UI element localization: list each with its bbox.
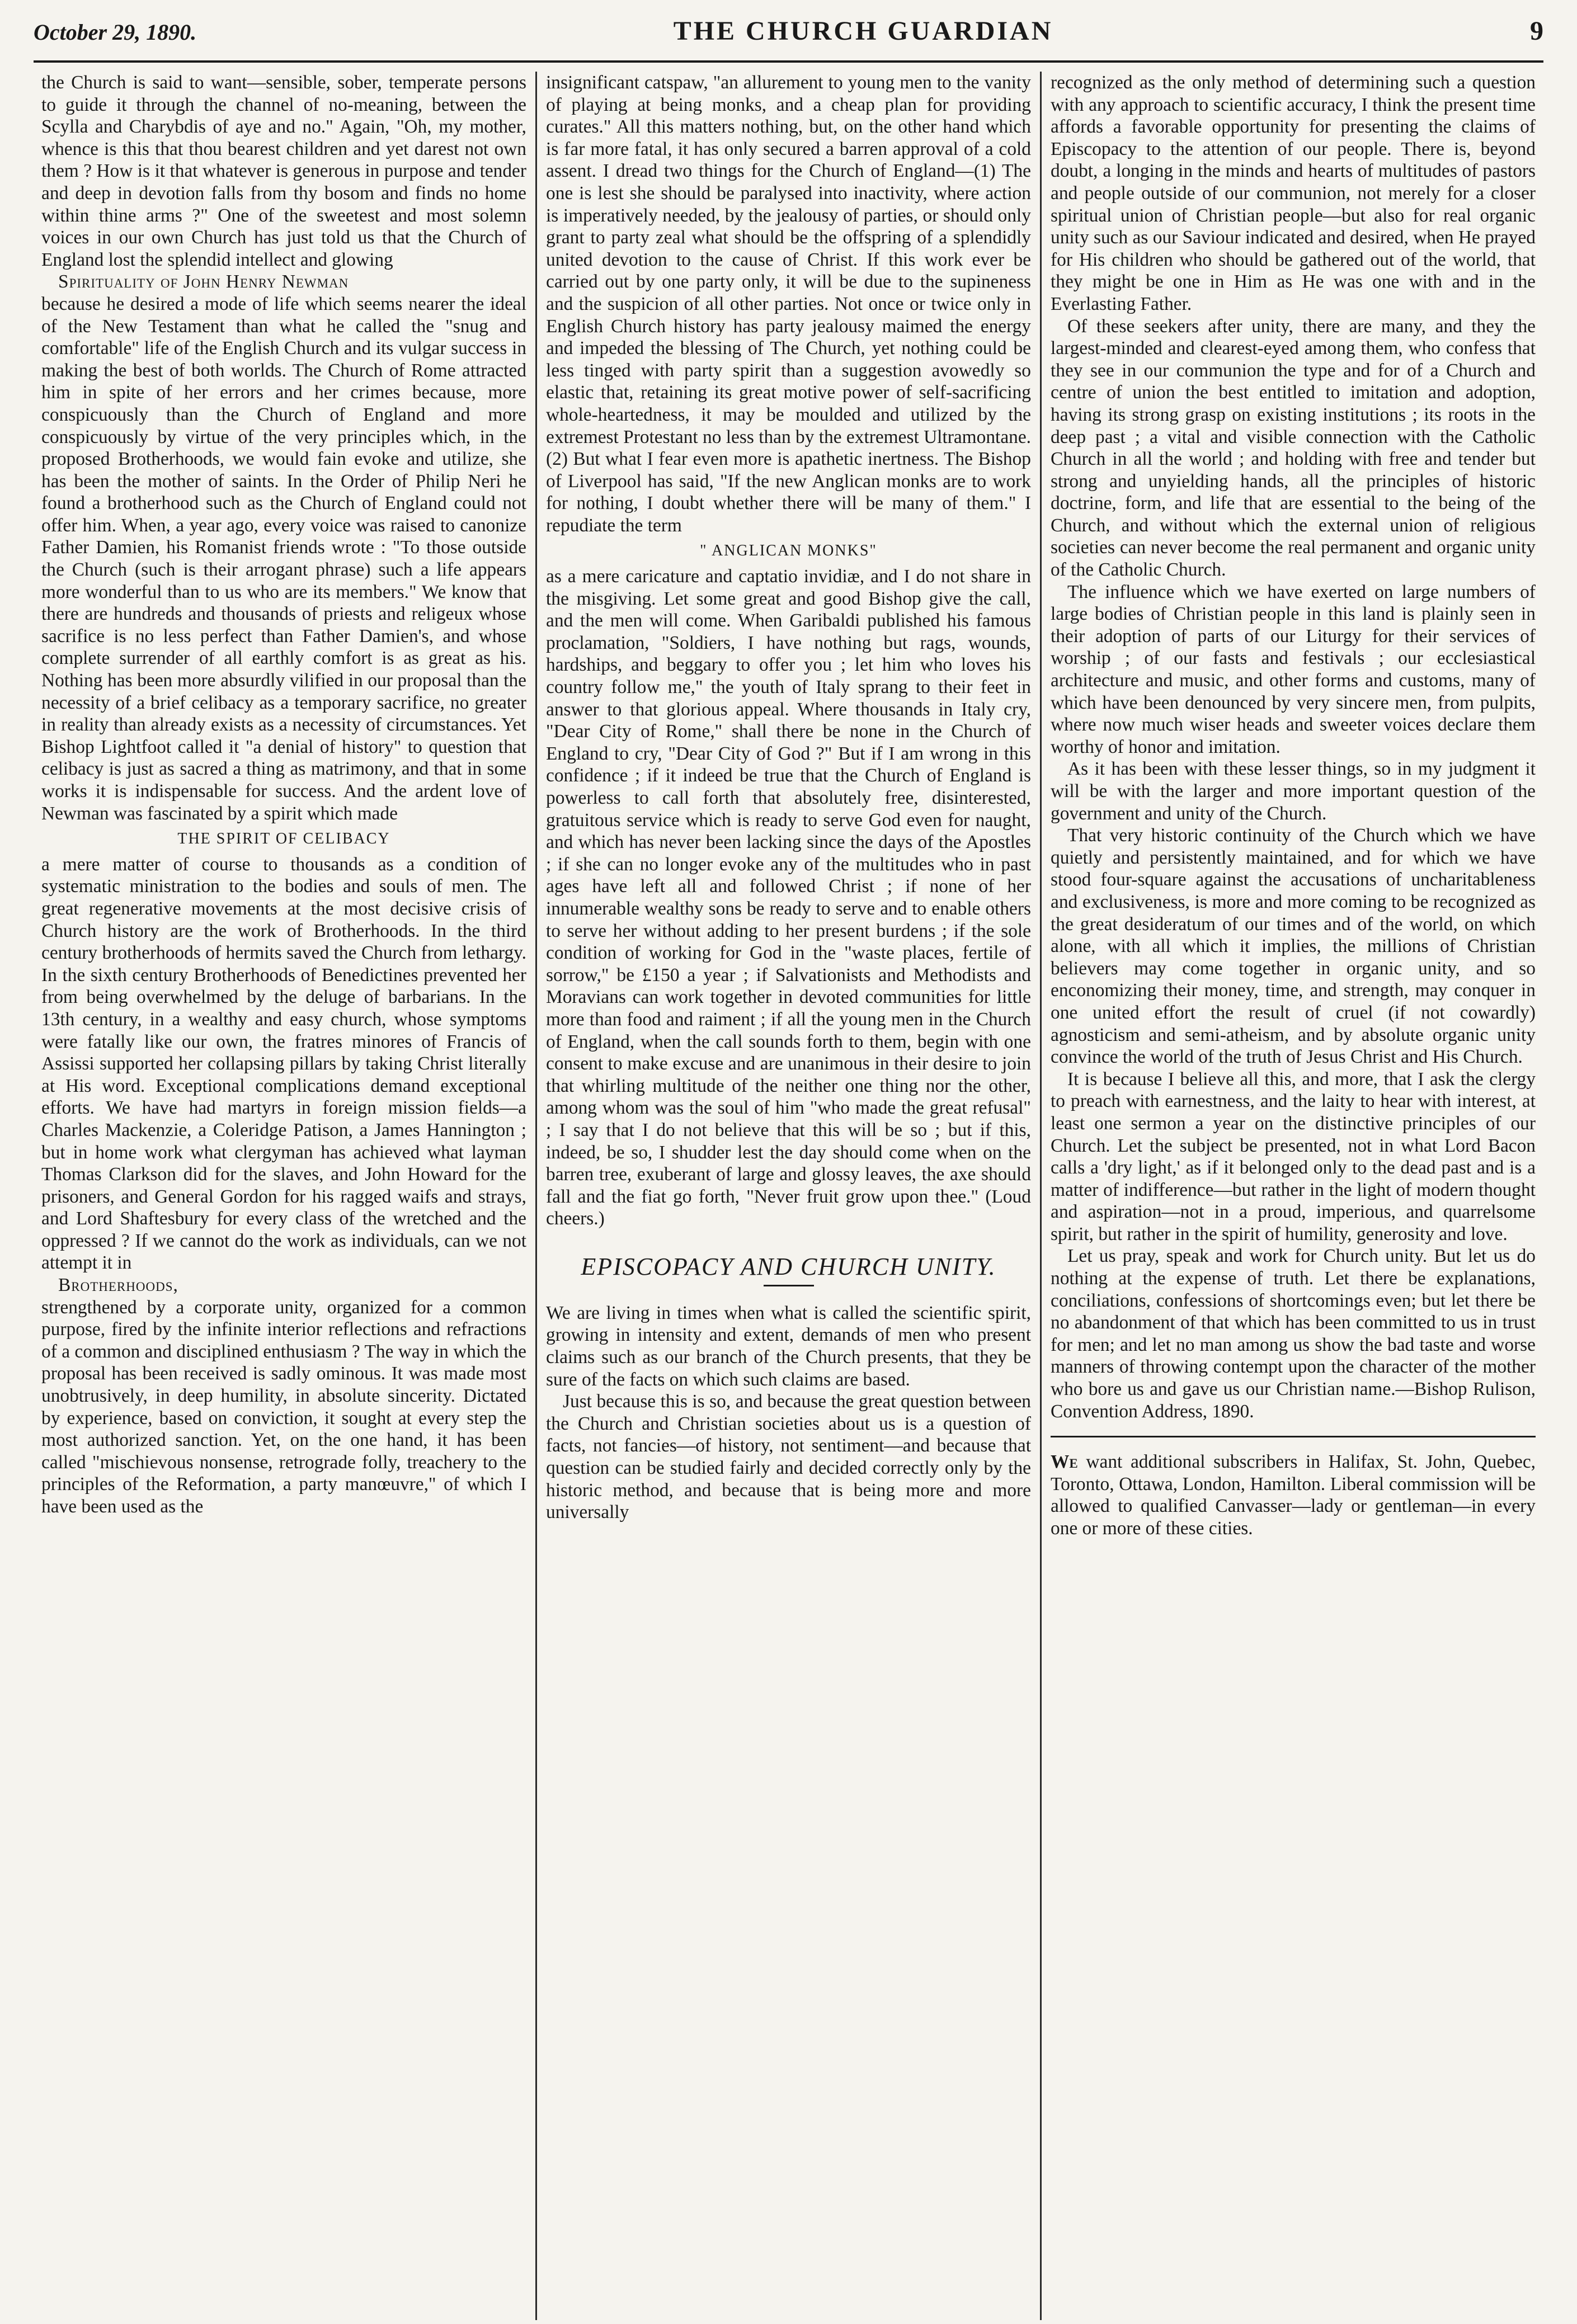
subheading: " ANGLICAN MONKS" (700, 542, 877, 560)
paragraph: The influence which we have exerted on large numbers of large bodies of Christian people in this land is plainly seen in their adoption of parts of our Liturgy for their services of worship ; of our fasts and festivals ; our ecclesiastical architecture and music, and other forms and customs, many of which have been denounced by very sincere men, from pulpits, where now much wiser heads and sweeter voices declare them worthy of honor and imitation. (1051, 581, 1536, 757)
issue-date: October 29, 1890. (34, 20, 197, 45)
column-3 (1043, 66, 1543, 2320)
section-title: EPISCOPACY AND CHURCH UNITY. (581, 1252, 996, 1280)
column-rule (1040, 72, 1042, 2320)
runin-heading: Spirituality of John Henry Newman (58, 271, 349, 293)
paragraph: Let us pray, speak and work for Church unity. But let us do nothing at the expense of truth. Let there be explanations, conciliations, confessions of shortcomings even; but let there be no abandonment of that which has been committed to us in trust for men; and let no man among us show the bad taste and worse manners of throwing contempt upon the character of the mother who bore us and gave us our Christian name.—Bishop Rulison, Convention Address, 1890. (1051, 1246, 1536, 1422)
paragraph: strengthened by a corporate unity, organized for a common purpose, fired by the infinite interior reflections and refractions of a common and disciplined enthusiasm ? The way in which the proposal has been received is sadly ominous. It was made most unobtrusively, in deep humility, in absolute sincerity. Dictated by experience, based on conviction, it sought at every step the most authorized sanction. Yet, on the one hand, it has been called "mischievous nonsense, retrograde folly, treachery to the principles of the Reformation, a party manœuvre," of which I have been used as the (41, 1297, 526, 1517)
column-rule (535, 72, 537, 2320)
notice-rule (1051, 1436, 1536, 1437)
column-2 (538, 66, 1039, 2320)
paper-title: THE CHURCH GUARDIAN (673, 16, 1053, 46)
notice-text: want additional subscribers in Halifax, St. John, Quebec, Toronto, Ottawa, London, Hamilton. Liberal commission will be allowed to qualified Canvasser—lady or gentleman—in every one or more of these cities. (1051, 1451, 1536, 1539)
paragraph: As it has been with these lesser things, so in my judgment it will be with the larger and more important question of the government and unity of the Church. (1051, 758, 1536, 824)
column-1 (34, 66, 534, 2320)
title-rule (764, 1285, 814, 1286)
runin-heading: Brotherhoods, (58, 1275, 178, 1296)
columns (34, 66, 1543, 2320)
paragraph: insignificant catspaw, "an allurement to young men to the vanity of playing at being monks, and a cheap plan for providing curates." All this matters nothing, but, on the other hand which is far more fatal, it has only secured a barren approval of a cold assent. I dread two things for the Church of England—(1) The one is lest she should be paralysed into inactivity, where action is imperatively needed, by the jealousy of parties, or should only grant to party zeal what should be the offspring of a splendidly united devotion to the cause of Christ. If this work ever be carried out by one party only, it will be due to the supineness and the suspicion of all other parties. Not once or twice only in English Church history has party jealousy maimed the energy and impeded the blessing of The Church, yet nothing could be less tinged with party spirit than a suggestion avowedly so elastic that, retaining its great motive power of self-sacrificing whole-heartedness, it may be moulded and utilized by the extremest Protestant no less than by the extremest Ultramontane. (2) But what I fear even more is apathetic inertness. The Bishop of Liverpool has said, "If the new Anglican monks are to work for nothing, I doubt whether there will be many of them." I repudiate the term (546, 72, 1031, 536)
paragraph: Of these seekers after unity, there are many, and they the largest-minded and clearest-eyed among them, who confess that they see in our communion the type and for of a Church and centre of union the best entitled to imitation and adoption, having its strong grasp on existing institutions ; its roots in the deep past ; a vital and visible connection with the Catholic Church in all the world ; and holding with free and tender but strong and unyielding hands, all the principles of historic doctrine, form, and life that are essential to the being of the Church, and without which the external union of religious societies can never become the real permanent and organic unity of the Catholic Church. (1051, 315, 1536, 581)
paragraph: It is because I believe all this, and more, that I ask the clergy to preach with earnestness, and the laity to hear with interest, at least one sermon a year on the distinctive principles of our Church. Let the subject be presented, not in what Lord Bacon calls a 'dry light,' as if it belonged only to the dead past and is a matter of indifference—but rather in the light of modern thought and aspiration—not in a proud, imperious, and quarrelsome spirit, but rather in the spirit of humility, generosity and love. (1051, 1068, 1536, 1245)
paragraph: the Church is said to want—sensible, sober, temperate persons to guide it through the channel of no-meaning, between the Scylla and Charybdis of aye and no." Again, "Oh, my mother, whence is this that thou bearest children and yet darest not own them ? How is it that whatever is generous in purpose and tender and deep in devotion falls from thy bosom and finds no home within thine arms ?" One of the sweetest and most solemn voices in our own Church has just told us that the Church of England lost the splendid intellect and glowing (41, 72, 526, 270)
masthead (34, 16, 1543, 63)
paragraph: We are living in times when what is called the scientific spirit, growing in intensity and extent, demands of men who present claims such as our branch of the Church presents, that they be sure of the facts on which such claims are based. (546, 1302, 1031, 1390)
paragraph: Just because this is so, and because the great question between the Church and Christian societies about us is a question of facts, not fancies—of history, not sentiment—and because that question can be studied fairly and decided correctly only by the historic method, and because that is being more and more universally (546, 1391, 1031, 1523)
paragraph: because he desired a mode of life which seems nearer the ideal of the New Testament than what he called the "snug and comfortable" life of the English Church and its vulgar success in making the best of both worlds. The Church of Rome attracted him in spite of her errors and her crimes because, more conspicuously than the Church of England and more conspicuously by virtue of the very principles which, in the proposed Brotherhoods, we would fain evoke and utilize, she has been the mother of saints. In the Order of Philip Neri he found a brotherhood such as the Church of England could not offer him. When, a year ago, every voice was raised to canonize Father Damien, his Romanist friends wrote : "To those outside the Church (such is their arrogant phrase) such a life appears more wonderful than to us who are its members." We know that there are hundreds and thousands of priests and religeux whose sacrifice is no less perfect than Father Damien's, and whose complete surrender of all earthly comfort is as great as his. Nothing has been more absurdly vilified in our proposal than the necessity of a brief celibacy as a temporary sacrifice, no greater in reality than already exists as a necessity of circumstances. Yet Bishop Lightfoot called it "a denial of history" to question that celibacy is just as sacred a thing as matrimony, and that in some works it is indispensable for success. And the ardent love of Newman was fascinated by a spirit which made (41, 293, 526, 824)
notice-lead: We (1051, 1451, 1078, 1473)
subscriber-notice (1051, 1451, 1536, 1539)
page-number: 9 (1530, 16, 1543, 46)
paragraph: recognized as the only method of determining such a question with any approach to scientific accuracy, I think the present time affords a favorable opportunity for presenting the claims of Episcopacy to the attention of our people. There is, beyond doubt, a longing in the minds and hearts of multitudes of pastors and people outside of our communion, not merely for a closer spiritual union of Christian people—but also for real organic unity such as our Saviour indicated and desired, when He prayed for His children who should be gathered out of the world, that they might be one in Him as He was one with and in the Everlasting Father. (1051, 72, 1536, 314)
paragraph: a mere matter of course to thousands as a condition of systematic ministration to the bodies and souls of men. The great regenerative movements at the most decisive crisis of Church history are the work of Brotherhoods. In the third century brotherhoods of hermits saved the Church from lethargy. In the sixth century Brotherhoods of Benedictines prevented her from being overwhelmed by the deluge of barbarians. In the 13th century, in a wealthy and easy church, whose symptoms were fatally like our own, the fratres minores of Francis of Assissi supported her collapsing pillars by taking Christ literally at His word. Exceptional complications demand exceptional efforts. We have had martyrs in foreign mission fields—a Charles Mackenzie, a Coleridge Patison, a James Hannington ; but in home work what clergyman has achieved what layman Thomas Clarkson did for the slaves, and John Howard for the prisoners, and General Gordon for his ragged waifs and strays, and Lord Shaftesbury for every class of the wretched and the oppressed ? If we cannot do the work as individuals, can we not attempt it in (41, 854, 526, 1274)
paragraph: as a mere caricature and captatio invidiæ, and I do not share in the misgiving. Let some great and good Bishop give the call, and the men will come. When Garibaldi published his famous proclamation, "Soldiers, I have nothing but rags, wounds, hardships, and beggary to offer you ; let him who loves his country follow me," the youth of Italy sprang to their feet in answer to that glorious appeal. Where thousands in Italy cry, "Dear City of Rome," shall there be none in the Church of England to cry, "Dear City of God ?" But if I am wrong in this confidence ; if it indeed be true that the Church of England is powerless to call forth that absolutely free, disinterested, gratuitous service which is ready to serve God even for naught, and which has never been lacking since the days of the Apostles ; if she can no longer evoke any of the multitudes who in past ages have left all and followed Christ ; if none of her innumerable wealthy sons be ready to serve and to enable others to serve her without adding to her present burdens ; if the sole condition of working for God in the "waste places, fertile of sorrow," be £150 a year ; if Salvationists and Methodists and Moravians can work together in devoted communities for little more than food and raiment ; if all the young men in the Church of England, when the call sounds forth to them, begin with one consent to make excuse and are unanimous in their desire to join that whirling multitude of the neither one thing nor the other, among whom was the soul of him "who made the great refusal" ; I say that I do not believe that this will be so ; but if this, indeed, be so, I shudder lest the day should come when on the barren tree, exuberant of large and glossy leaves, the axe should fall and the fiat go forth, "Never fruit grow upon thee." (Loud cheers.) (546, 566, 1031, 1229)
paragraph: That very historic continuity of the Church which we have quietly and persistently maintained, and for which we have stood four-square against the accusations of uncharitableness and exclusiveness, is more and more coming to be recognized as the great desideratum of our times and of the world, on which alone, with all which it implies, the millions of Christian believers may come together in organic unity, and so enconomizing their money, time, and strength, may conquer in one united effort the result of cruel (if not cowardly) agnosticism and semi-atheism, and by absolute organic unity convince the world of the truth of Jesus Christ and His Church. (1051, 825, 1536, 1068)
subheading: THE SPIRIT OF CELIBACY (177, 830, 390, 848)
